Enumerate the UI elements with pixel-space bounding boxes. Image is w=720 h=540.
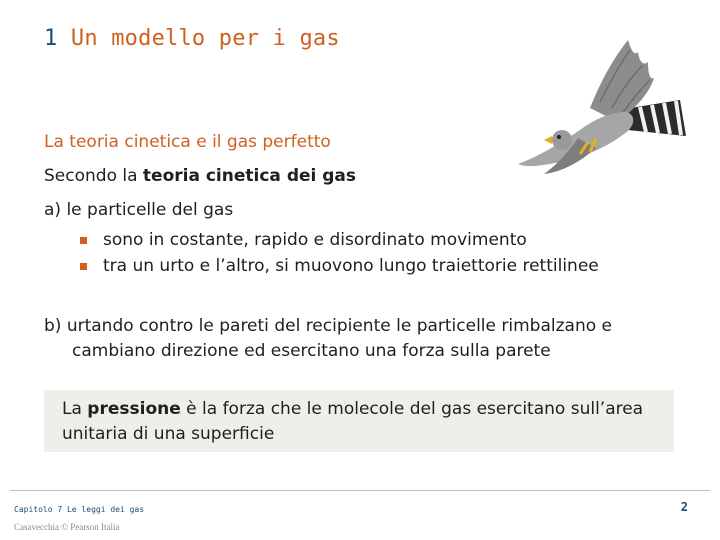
definition-term: pressione xyxy=(87,399,181,419)
bullet-text: tra un urto e l’altro, si muovono lungo traiettorie rettilinee xyxy=(103,256,599,276)
item-a: a) le particelle del gas xyxy=(44,200,234,220)
footer-credit: Casavecchia © Pearson Italia xyxy=(14,522,120,532)
intro-text xyxy=(44,166,356,186)
hawk-flying-icon xyxy=(500,38,690,178)
square-bullet-icon xyxy=(80,263,87,270)
bullet-list xyxy=(78,227,638,279)
definition-lead: La xyxy=(62,399,88,419)
bullet-item xyxy=(78,227,638,253)
bullet-item xyxy=(78,253,638,279)
slide-title xyxy=(44,26,340,51)
intro-lead: Secondo la xyxy=(44,166,143,186)
definition-text: è la forza che le molecole del gas esercitano sull’area unitaria di una superficie xyxy=(62,399,644,444)
footer-divider xyxy=(10,490,710,491)
slide-number: 1 xyxy=(44,26,58,51)
definition-box xyxy=(44,390,674,452)
square-bullet-icon xyxy=(80,237,87,244)
hawk-head xyxy=(552,130,572,150)
bullet-text: sono in costante, rapido e disordinato movimento xyxy=(103,230,527,250)
item-b: b) urtando contro le pareti del recipiente le particelle rimbalzano e cambiano direzione ed esercitano una forza sulla parete xyxy=(44,316,612,361)
intro-term: teoria cinetica dei gas xyxy=(142,166,357,186)
slide-title-text: Un modello per i gas xyxy=(70,26,340,51)
hawk-beak xyxy=(544,136,552,144)
footer-chapter: Capitolo 7 Le leggi dei gas xyxy=(14,505,145,514)
section-subtitle: La teoria cinetica e il gas perfetto xyxy=(44,132,331,152)
page-number: 2 xyxy=(680,500,688,514)
